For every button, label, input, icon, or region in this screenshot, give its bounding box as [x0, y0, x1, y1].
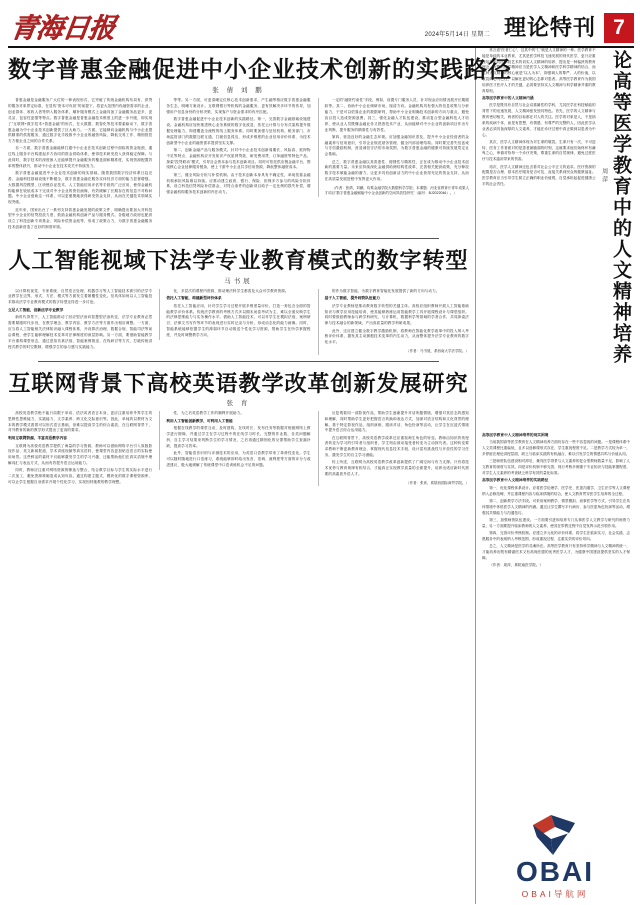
article-1-col-3 [318, 98, 469, 197]
article-2-col-2 [159, 289, 310, 341]
article-1-columns [8, 98, 469, 232]
article-1-byline: 张 倩 刘 鹏 [212, 87, 265, 95]
sidebar-article [476, 48, 630, 904]
article-3-columns [8, 411, 469, 487]
article-2-title: 人工智能视域下法学专业教育模式的数字转型 [8, 248, 469, 274]
sidebar-vertical-title: 论高等医学教育中的人文精神培养 [610, 50, 631, 365]
paragraph: 近年来，国家出台了一系列支持普惠金融发展的政策文件，明确提出要加大对科技型中小企业的信贷投放力度，鼓励金融机构创新产品与服务模式。各级地方政府也配套设立了科技创新专项基金、风险补偿资金池等，形成了政策合力，为数字普惠金融服务技术创新营造了良好的制度环境。 [8, 207, 153, 229]
paragraph: 三是师资队伍建设相对滞后，兼具医学背景与人文素养的复合型教师数量不足，影响了人文教育的深度与实效。四是评价机制不够完善，现行考核多侧重于专业知识与技能掌握程度，对学生人文素养的考查缺乏科学有效的量化标准。 [482, 459, 630, 476]
page-body [0, 48, 640, 904]
article-2-col-3 [318, 289, 469, 355]
obai-watermark [484, 813, 626, 900]
paragraph: 常言道"医者仁心"，这其中的"仁"就是人文精神的一种。医学教育不能是单纯的本业教育，尤其是医学科技飞速发展的现代医学，更只应重视培养出的医学院艺术的切实人文精神的培养，提出是一种偏狭的教育理念，完整的医学精神应当是医学人文精神和医学科学精神的结合，而这种人文精神的核心就是"以人为本"，即强调人的尊严、人的价值，以敬畏的心为己任，以解比更切的心态即对患者。高等医学教育作为我国培养医才医疗人才的关键，必须要坚持实人文精神与科学精神并重的教育原则。 [482, 48, 596, 93]
section-title: 理论特刊 [503, 15, 596, 40]
page-number-badge: 7 [604, 13, 634, 43]
paragraph: 第二，创新金融产品与服务模式。针对中小企业技术创新周期长、风险高、抵押物不足等特点，金融机构应开发知识产权质押贷款、研发费用贷、订单融资等特色产品，探索"投贷联动"模式，引导社会资本参与技术创新项目。同时可依托供应链金融平台，围绕核心企业延伸服务链条，使上下游中小企业共享信用资源，降低整体融资成本。 [166, 147, 311, 170]
paragraph: 以计算机视觉、专家系统、自然语言处理、机器学习等人工智能技术被引的法学专业教学在边界、形式、方法、模式等方面发生着颠覆性变化。信具体如何以人工智能技术推动法学专业教育模式的数字转型还待进一步讨论。 [8, 288, 153, 305]
paragraph: 当前我国高等医学教育在人文精神培养方面仍存在一些不容忽视的问题。一是课程体系中人文类课程比重偏低，且多以选修课形式存在，学生重视程度不足。二是教学方式较为单一，多停留在理论讲授层面，缺乏与临床实践的有机融合，难以引发学生的情感共鸣与价值认同。 [482, 440, 630, 457]
obai-brand-text: OBAI [516, 856, 594, 887]
paragraph: 总之，数字普惠金融以其普惠性、便捷性与精准性，正在成为推动中小企业技术创新的重要力量。未来应持续深化金融供给侧结构性改革，完善相关配套政策，充分释放数字技术赋能金融的潜力，让更多具有创新活力的中小企业获得充足的资金支持，从而在高质量发展进程中发挥更大作用。 [324, 159, 469, 181]
article-3-title: 互联网背景下高校英语教学改革创新发展研究 [8, 370, 469, 396]
sidebar-body-top [482, 48, 598, 189]
cube-logo-icon [529, 813, 581, 857]
masthead [0, 0, 640, 46]
paragraph: 此外，智能语音识别与评测技术的应用，为英语口语教学带来了革命性变化。学生可以随时随地进行口语练习，系统能够即时给出发音、语调、流利度等方面的评分与改进建议，极大地缓解了传统课堂中口语训练机会不足的问题。 [166, 450, 311, 467]
article-2-credit: （作者：马书展，系西南大学法学院。） [405, 349, 469, 354]
paragraph: 另一方面，数字普惠金融能够打通中小企业在技术创新过程中面临的资金瓶颈，通过线上服务平台构建起多方协同的资金供给体系，使得技术研发投入获得稳定保障。与此同时，数字技术的深度嵌入还能够提升金融服务的覆盖面和精准度，实现资源配置效率的整体跃升，推动中小企业在技术攻关中持续发力。 [8, 146, 153, 168]
paragraph: 总之，人文精神是医学的灵魂所在。高等医学教育只有坚持科学精神与人文精神的统一，才能培养出既有精湛医术又有高尚医德的优秀医学人才，为健康中国建设提供坚实的人才保障。 [482, 544, 630, 560]
article-1-credit: （作者：张倩，刘鹏，均系金融学院大数据科学学院；本课题：河北省教育厅青年成果人才项目"数字普惠金融赋能中小企业创新的空间异质性研究"（编号：BJ2022046）。） [324, 185, 469, 196]
subheading: 利用人工智能创新教学，可利用人工智能 [166, 418, 233, 423]
paragraph: 第四，营造良好的金融生态环境。应加强金融知识普及，提升中小企业经营者的金融素养与信用意识，引导企业规范财务管理、健全内部治理结构。同时要完善失信惩戒与守信激励机制，营造诚信守法的市场氛围，为数字普惠金融的健康可持续发展奠定社会基础。 [324, 134, 469, 157]
paragraph: 的作为数字智能，为数字教育智能化发展提供了新的方向与动力。 [331, 288, 440, 293]
article-3 [8, 362, 469, 488]
article-2 [8, 239, 469, 354]
paragraph: 反复观看同一部影视作品，帮助学生逐渐提升对话所题情境，增强对其语态的感知和理解，同时帮助学生更好把握语言转换和表达方式，加深对语言结构和文化背景的理解。基于特定影视作品，组织演练、跟读对话、角色扮演等活动，让学生在沉浸式情境中提升语言综合运用能力。 [324, 410, 469, 433]
paragraph: 高校英语教学绝不能只局限于单词、语法或者语言本身，更应注重培养外界学生的思辨性思维能力、实践能力、文学素养、跨文化交际意识等。因此，单纯的以教材为文本的教学模式看着可以形式语言基础，但难以提高学生的综合素质，在互联网背景下，对外教育的新的教学形式提出了更高的要求。 [8, 410, 153, 433]
sidebar-vertical-byline: 周萍 [600, 168, 607, 184]
paragraph: 互联网为高校英语教学提供了海量的学习资源，教师可以借助网络平台引入原版影视作品、英文新闻报道、学术讲座视频等真实语料，使课堂内容更加贴近语言的实际使用场景。这些鲜活的素材不仅能够激发学生的学习兴趣，还能帮助他们在真实语境中理解词汇与表达方式，从而有效提升语言运用能力。 [8, 443, 153, 466]
paragraph: 普惠金融是金融服务广大位的一种表现形式，它突破了传统金融机构布局有、供贷的服务对象界定标准，在显传"资本可负担"的前提下，将更大范围内有融资需求的企业、创业群体、收收人者等纳入服务体系，顺补服务模式上金融具备了金融服务品更多、更灵活、包容性更强等特点。数字普惠金融是普惠金融技术维度上的进一步升级，即实现了"互联网+数字技术+普惠金融"的形式，在大数据、数智化等技术要素驱动下，数字普惠金融为中小企业技术创新提供了巨大助力。一方面，它能够向金融机构与中小企业提供精准的供需服务，通过数字化手段推中小企业的融资风险，降低交易工作、精细管控方方便企业之间的合作关系。 [8, 98, 153, 144]
article-2-byline: 马书展 [224, 277, 253, 285]
sidebar-credit: （作者：周萍，系皖南医学院。） [489, 563, 544, 568]
paragraph: 数字普惠金融促进中小企业技术创新的现实基础。随着我国数字经济体系日趋完善，金融科技基础设施不断健全，数字普惠金融在服务实体经济方面的能力显著增强。大数据风控模型、区块链存证技术、人工智能信用评估等手段的广泛应用，使得金融机构能够在较低成本下完成对中小企业的资信画像，有效缓解了长期存在的信息不对称问题。中小企业借助这一体系，可以更便捷地获得研发资金支持，从而在关键技术领域实现突破。 [8, 171, 153, 205]
paragraph: 医学是既具有自然与社会双重属性的学科，尤其医学在科技赋能的背景下的迅速发展，人文精神愈发独具特色。首先，医学的人文精神与教育密切相关，两者的目标都在对人的关注。医学的对象是人，不是抽象的疾病个体，而是有思想、有情感、有尊严的完整的人，因此医学从业者必须具备深厚的人文素养，才能在诊疗过程中真正做到以患者为中心。 [482, 103, 596, 137]
paragraph: 法学专业教师是推动教育数字转型的关键主体。高校应组织教师开展人工智能基础知识与教学应用技能培训，使其能够熟练运用智能教学工具开展课程设计与课堂组织。同时要鼓励教师参与跨学科研究，与计算机、数据科学等领域的学者合作，共同探索法律与技术融合的新领域，产出高质量的教学科研成果。 [324, 303, 469, 326]
paragraph: 再次，医学人文精神还包含着对社会公平正义的追求。医疗资源的配置是否合理、基本医疗服务是否可及，直接关系到民众的健康福祉。医学教育应当引导学生树立正确的职业价值观，自觉承担起促进健康公平的社会责任。 [482, 164, 596, 187]
paragraph: 新时代背景下，人工智能推动了回应型法治向智慧型法治转变，法学专业教育必然需要紧跟时代步伐，在教学理念、教学内容、教学方法等方面作出相应调整。一方面，应当将人工智能相关法律知识融入课程体系，开设算法治理、数据合规、智能司法等前沿课程，使学生能够理解技术变革对法律制度的深层影响。另一方面，要借助智能教学平台重构课堂形态，通过虚拟仿真法庭、智能案例推送、在线研讨等方式，打破传统讲授式教学的时空限制，增强学生的参与感与实践能力。 [8, 315, 153, 349]
article-1-col-2 [159, 98, 310, 197]
subheading: 依托人工智能，构建新型评价体系 [166, 296, 222, 301]
article-2-columns [8, 289, 469, 355]
paragraph: 第二，创新教学方法手段。可采用案例教学、情景模拟、叙事医学等方式，引导学生在具体情境中体悟医学人文精神的内涵。通过让学生撰写平行病历、参与医患角色扮演等活动，增强其共情能力与沟通技巧。 [482, 498, 630, 515]
subheading: 高等医学教育中的人文精神内涵 [482, 96, 534, 100]
paragraph: 综上所述，互联网为高校英语教学改革创新提供了广阔空间与有力支撑。只有将技术优势与教育规律有机结合，才能真正实现教学质量的全面提升，培养出适应新时代需要的高素质外语人才。 [324, 460, 469, 477]
article-3-col-3 [318, 411, 469, 487]
paragraph: 第三，健全风险分担与补偿机制。由于技术创新本身具有不确定性，单纯依靠金融机构承担风险难以持续。应推动建立政府、银行、保险、担保多方参与的风险分担体系，设立科技信贷风险补偿基金，对符合条件的创新项目给予一定比例的损失补偿，增强金融机构服务技术创新的内在动力。 [166, 172, 311, 195]
paragraph: 第一，优化课程体系设计。应将医学伦理学、医学史、医患沟通学、卫生法学等人文课程纳入必修范畴，并注重课程内容与临床情境的结合，使人文教育贯穿医学生培养的全过程。 [482, 485, 630, 496]
subheading: 利用互联网资源，丰富英语教学内容 [8, 436, 67, 441]
newspaper-logo[interactable]: 青海日报 [8, 13, 117, 43]
paragraph: 第三，加强师资队伍建设。一方面要引进和培养专门从事医学人文教学与研究的师资力量，另一方面要提升临床教师的人文素养，使其在带教过程中自觉发挥示范引领作用。 [482, 517, 630, 528]
article-2-col-1 [8, 289, 152, 352]
subheading: 基于人工智能，提升师资队伍能力 [324, 296, 380, 301]
article-3-col-2 [159, 411, 310, 470]
paragraph: 在互联网背景下，高校英语教学改革还应重视师生角色的转变。教师由知识的传授者转变为学习的引导者与组织者，学生则由被动接受者转变为主动探究者。这种转变要求教师不断更新教育理念，掌握现代信息技术手段，设计富有挑战性与开放性的学习任务，激发学生的自主学习潜能。 [324, 435, 469, 458]
article-1-col-1 [8, 98, 152, 232]
paragraph: 依托人工智能应用，针对学生学习过程开展多维度量评价，打造一套包含全面的智能教学评价体系。传统法学教育的考核方式多以期末闭卷考试为主，难以全面反映学生的法律思维能力与实务操作水平。借助人工智能技术，可以对学生在模拟法庭、案例研讨、法律文书写作等环节的表现进行实时记录与分析，形成动态化的能力画像。同时，智能系统能够依据学生的薄弱环节自动推送个性化学习资源，帮助学生在所学掌握程度，并及时调整教学方向。 [166, 303, 311, 337]
sidebar-head [482, 48, 630, 433]
article-1-title: 数字普惠金融促进中小企业技术创新的实践路径 [8, 57, 512, 82]
obai-subtitle-text: OBAI导航网 [521, 889, 589, 899]
paragraph: 数字普惠金融促进中小企业技术创新的实践路径。第一，完善数字金融基础设施建设。金融机构应加快推进核心业务系统的数字化改造，依托云计算与分布式架构提升数据处理能力，构建覆盖全流程的线上服务体系。同时要加强与征信机构、税务部门、市场监管部门的数据互联互通，打破信息孤岛，形成多维度的企业信用评价体系，为技术创新型中小企业的融资需求提供坚实支撑。 [166, 117, 311, 145]
paragraph: 第四，完善评价考核机制。应建立多元化的评价体系，将学生在临床实习、社会实践、志愿服务中的表现纳入考核范围，形成重视过程、注重实效的评价导向。 [482, 531, 630, 541]
sidebar-body-bottom [482, 433, 630, 569]
paragraph: 化，多层次的课程内资源，推动理法科学生都普及大众可学教育资源。 [173, 288, 289, 293]
paragraph: 等等。另一方面，可更清晰定位核心技术创新需求，产生融等相应数字普惠金融服务生态，明晰方案设计。互联网银行等机构的金融服务，更有效解决多环节的传导，加强用户信息身份的分析决策，实现客户与资金需求的有序匹配。 [166, 98, 311, 115]
paragraph: 根据在线教学的课堂互动，及时建构，在线时长、发布任务等数据对班级网络上教学进行图像，并通过学生在学习过程中的在线学习时长，完整的作业数，各类问题解析，自主学习结果来判断学生的学习情况，之后再通过精细化的反馈帮助学生查漏补缺，提高学习效率。 [166, 426, 311, 448]
paragraph: 一定的"融资约束性"手段，例如，设置专门服务人员，针对现金应用情况展开长期跟踪等。其二，协助中小企业调研市场，厘清方向。金融机构具有强大的信息收集与分析能力，于是可以依靠企业的数据研判，帮助中小企业明确技术创新的方向与重点，避免盲目投入造成资源浪费。其三，强化金融人才队伍建设。推动复合型金融科技人才培养，使从业人员既懂金融业务又熟悉技术产业，从而能够对中小企业的创新项目作出专业判断，提升服务的精准性与有效性。 [324, 98, 469, 132]
subheading: 高等医学教育中人文精神培养的现实困境 [482, 433, 549, 437]
paragraph: 性，为之后英语教学工作的顺利开展助力。 [173, 410, 245, 415]
subheading: 立足人工智能，创新法学专业教学 [8, 308, 64, 313]
paragraph: 此外，还应建立健全数字教学激励机制，将教师在智能化教学改革中的投入纳入考核评价体系，激发其主动拥抱技术变革的内生动力，从而整体提升法学专业教育的数字化水平。 [324, 328, 469, 345]
paragraph: 同时，教师应注重对网络资源的筛选与整合，结合教学目标与学生的实际水平进行二次加工，避免资源堆砌造成认知负担。通过构建主题式、模块化的数字课程资源库，可以让学生根据自身需求开展个性化学习，实现因材施教的教学理想。 [8, 468, 153, 484]
article-3-col-1 [8, 411, 152, 487]
paragraph: 其次，医学人文精神体现为对生命的敬畏。生命只有一次，不可逆转，医务工作者面对的是患者最脆弱的时刻，这就要求他们始终怀有谦卑之心，审慎对待每一个诊疗决策，尊重生命的自然规律，避免过度医疗与技术滥用带来的伤害。 [482, 139, 596, 162]
publication-date: 2024年5月14日 星期二 [424, 32, 490, 38]
article-3-credit: （作者：张育，系陕西国际商贸学院。） [405, 480, 469, 485]
article-3-byline: 张 育 [226, 399, 251, 407]
subheading: 高等医学教育中人文精神培养的实践路径 [482, 478, 549, 483]
